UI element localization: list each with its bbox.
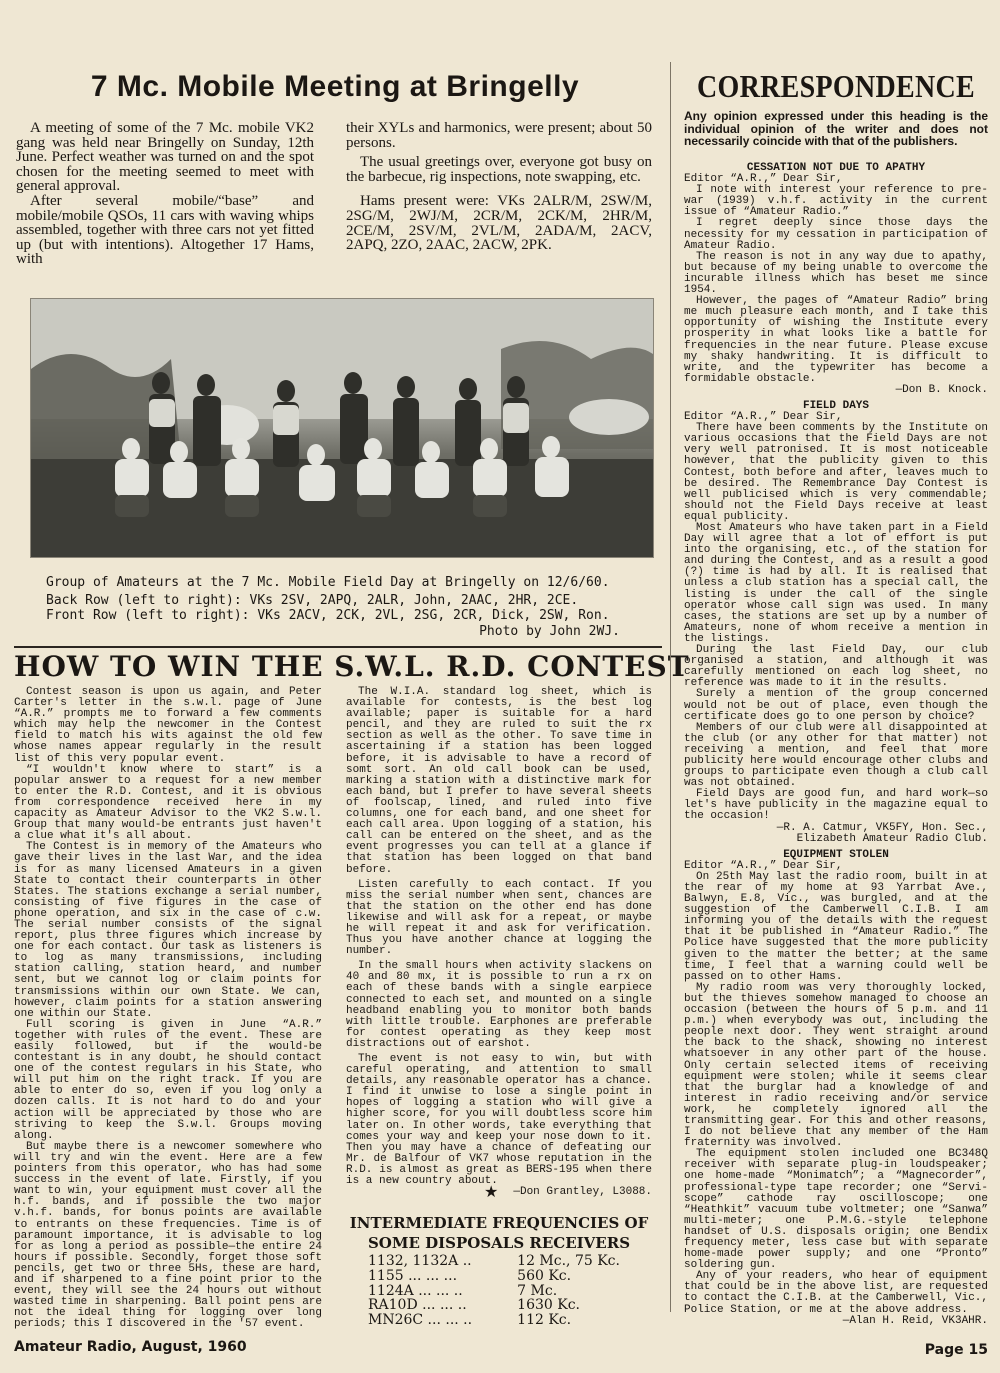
paragraph: Most Amateurs who have taken part in a Field Day will agree that a lot of effort is put into the organising, etc., of the station for and during the Contest, and as a result a good (?) time is had by all. It is realised that unless a club station has a special call, the listing is under the call of the single operator whose call sign was used. In many cases, the stations are set up by a number of Amateurs, none of whom receive a mention in the listings.	[684, 522, 988, 645]
if-frequency: 112 Kc.	[517, 1312, 572, 1329]
frequencies-title-line: SOME DISPOSALS RECEIVERS	[367, 1234, 631, 1252]
photo-credit: Photo by John 2WJ.	[479, 623, 620, 639]
article-title: HOW TO WIN THE S.W.L. R.D. CONTEST	[14, 650, 690, 683]
receiver-model: RA10D ... ... ..	[368, 1297, 467, 1314]
letter-heading: FIELD DAYS	[802, 399, 869, 412]
paragraph: On 25th May last the radio room, built in at the rear of my home at 93 Yarrbat Ave., Balwyn, E.8, Vic., was burgled, and at the suggestion of the Camberwell C.I.B. I am informing you of the details with the request that it be published in “Amateur Radio.” The Police have suggested that the more publicity given to the matter the better; at the same time, I feel that a warning could well be passed on to other Hams.	[684, 870, 988, 983]
letter-salutation: Editor “A.R.,” Dear Sir,	[684, 411, 843, 424]
paragraph: Field Days are good fun, and hard work—so let's have publicity in the magazine equal to the occasion!	[684, 788, 988, 823]
table-row	[368, 1284, 658, 1299]
caption-line: Group of Amateurs at the 7 Mc. Mobile Field Day at Bringelly on 12/6/60.	[46, 575, 610, 590]
paragraph: their XYLs and harmonics, were present; about 50 persons.	[346, 120, 652, 151]
paragraph: The W.I.A. standard log sheet, which is available for contests, is the best log available; paper is suitable for a hard pencil, and they are ruled to suit the rx section as well as the other. To save time in ascertaining if a station has been logged before, it is advisable to have a record of somt sort. An old call book can be used, marking a station with a distinctive mark for each band, but I prefer to have several sheets of foolscap, lined, and ruled into five columns, one for each band, and one sheet for each call area. Upon logging of a station, his call can be entered on the sheet, and as the event progresses you can tell at a glance if that station has been logged on that band before.	[346, 686, 652, 876]
receiver-model: MN26C ... ... ..	[368, 1312, 473, 1329]
table-row	[368, 1254, 658, 1269]
paragraph: Hams present were: VKs 2ALR/M, 2SW/M, 2SG/M, 2WJ/M, 2CR/M, 2CK/M, 2HR/M, 2CE/M, 2SV/M, 2VL/M, 2ADA/M, 2ACV, 2APQ, 2ZO, 2AAC, 2ACW, 2PK.	[346, 193, 652, 254]
group-photo	[30, 298, 654, 558]
paragraph: Members of our club were all disappointed at the club (or any other for that matter) not receiving a mention, and feel that more publicity here would encourage other clubs and groups to participate even though a club call was not obtained.	[684, 721, 988, 790]
receiver-model: 1132, 1132A ..	[368, 1253, 472, 1269]
paragraph: I regret deeply since those days the necessity for my cessation in participation of Amateur Radio.	[684, 217, 988, 252]
paragraph: A meeting of some of the 7 Mc. mobile VK2 gang was held near Bringelly on Sunday, 12th June. Perfect weather was turned on and the spot chosen for the meeting seemed to meet with general approval.	[16, 120, 314, 195]
table-row	[368, 1298, 658, 1313]
letter-heading: EQUIPMENT STOLEN	[783, 848, 889, 861]
signature: Elizabeth Amateur Radio Club.	[796, 832, 988, 845]
paragraph: After several mobile/“base” and mobile/mobile QSOs, 11 cars with waving whips assembled, together with three cars not yet fitted up (but with intentions). Altogether 17 Hams, with	[16, 192, 314, 268]
letter-salutation: Editor “A.R.,” Dear Sir,	[684, 859, 843, 872]
paragraph: The equipment stolen included one BC348Q receiver with separate plug-in loudspeaker; one home-made “Monimatch”; a “Magnecorder”, professional-type tape recorder; one “Servi-scope” cathode ray oscilloscope; one “Heathkit” vacuum tube voltmeter; one “Sanwa” multi-meter; one P.M.G.-style telephone handset of U.S. disposals origin; one Bendix frequency meter, less case but with separate home-made power supply; and one “Pronto” soldering gun.	[684, 1148, 988, 1272]
signature: —Don Grantley, L3088.	[513, 1186, 652, 1199]
star-ornament: ★	[484, 1182, 499, 1201]
correspondence-intro: Any opinion expressed under this heading is the individual opinion of the writer and does not necessarily coincide with that of the publishers.	[684, 109, 988, 149]
paragraph: The reason is not in any way due to apathy, but because of my being unable to overcome the incurable illness which has beset me since 1954.	[684, 250, 988, 297]
paragraph: Full scoring is given in June “A.R.” together with rules of the event. These are easily followed, but if the would-be contestant is in any doubt, he should contact one of the contest regulars in his State, who will put him on the right track. If you are able to enter do so, even if you log only a dozen calls. It is not hard to do and your action will be appreciated by those who are striving to keep the S.w.l. Groups moving along.	[14, 1018, 322, 1142]
paragraph: Surely a mention of the group concerned would not be out of place, even though the certificate does go to one person by choice?	[684, 688, 988, 723]
letter-salutation: Editor “A.R.,” Dear Sir,	[684, 173, 843, 186]
frequencies-title	[338, 1213, 660, 1253]
meeting-column-1	[16, 121, 314, 267]
signature: —Alan H. Reid, VK3AHR.	[842, 1314, 988, 1327]
if-frequency: 7 Mc.	[517, 1282, 558, 1299]
paragraph: In the small hours when activity slackens on 40 and 80 mx, it is possible to run a rx on each of these bands with a single earpiece connected to each set, and mounted on a single headband enabling you to monitor both bands with little trouble. Earphones are preferable for contest operating as they keep most distractions out of earshot.	[346, 960, 652, 1050]
correspondence-title: CORRESPONDENCE	[696, 70, 975, 105]
receiver-model: 1155 ... ... ...	[368, 1267, 458, 1284]
paragraph: Contest season is upon us again, and Peter Carter's letter in the s.w.l. page of June “A.R.” prompts me to forward a few comments which may help the newcomer in the Contest field to match his wits against the old few whose names appear regularly in the result list of this very popular event.	[14, 686, 322, 765]
frequencies-title-line: INTERMEDIATE FREQUENCIES OF	[349, 1214, 649, 1232]
paragraph: But maybe there is a newcomer somewhere who will try and win the event. Here are a few pointers from this operator, who has had some success in the event of late. Firstly, if you want to win, your equipment must cover all the h.f. bands, and if possible the two major v.h.f. bands, for bonus points are available to entrants on these frequencies. Time is of paramount importance, it is advisable to log for as long a period as possible—the entire 24 hours if possible. Secondly, forget those soft pencils, get two or three 5Hs, these are hard, and if sharpened to a fine point prior to the event, they will see the 24 hours out without wasted time in sharpening. Ball point pens are not the ideal thing for logging over long periods; this I discovered in the '57 event.	[14, 1140, 322, 1331]
paragraph: I note with interest your reference to pre-war (1939) v.h.f. activity in the current issue of “Amateur Radio.”	[684, 184, 988, 219]
paragraph: During the last Field Day, our club organised a station, and although it was carefully mentioned on each log sheet, no reference was made to it in the results.	[684, 644, 988, 690]
meeting-column-2	[346, 121, 652, 253]
correspondence-letters	[684, 163, 988, 1327]
receiver-model: 1124A ... ... ..	[368, 1282, 463, 1299]
table-row	[368, 1313, 658, 1328]
photo-caption	[46, 575, 620, 639]
article-title: 7 Mc. Mobile Meeting at Bringelly	[90, 70, 580, 103]
if-frequency: 1630 Kc.	[517, 1297, 580, 1314]
if-frequency: 560 Kc.	[517, 1267, 572, 1284]
paragraph: There have been comments by the Institute on various occasions that the Field Days are not very well patronised. It is most noticeable however, that the publicity given to this Contest, both before and after, leaves much to be desired. The Remembrance Day Contest is well publicised which is very commendable; should not the Field Days receive at least equal publicity.	[684, 422, 988, 523]
paragraph: My radio room was very thoroughly locked, but the thieves somehow managed to choose an occasion (between the hours of 5 p.m. and 11 p.m.) when everybody was out, including the people next door. They went straight around the back to the shack, showing no interest whatsoever in any other part of the house. Only certain selected items of receiving equipment were stolen; while it seems clear that the burglar had a knowledge of and interest in radio receiving and/or service work, he completely ignored all the transmitting gear. For this and other reasons, I do not believe that any member of the Ham fraternity was involved.	[684, 981, 988, 1150]
paragraph: Any of your readers, who hear of equipment that could be in the above list, are requested to contact the C.I.B. at the Camberwell, Vic., Police Station, or me at the above address.	[684, 1270, 988, 1316]
letter-heading: CESSATION NOT DUE TO APATHY	[746, 162, 926, 174]
footer-publication: Amateur Radio, August, 1960	[14, 1339, 247, 1355]
frequencies-table	[368, 1254, 658, 1328]
signature: —Don B. Knock.	[895, 383, 988, 396]
swl-column-2	[346, 687, 652, 1198]
paragraph: However, the pages of “Amateur Radio” bring me much pleasure each month, and I take this opportunity of wishing the Institute every prosperity in what looks like a battle for frequencies in the near future. Please excuse my shaky handwriting. It is difficult to write, and the typewriter has become a formidable obstacle.	[684, 295, 988, 385]
section-divider	[14, 646, 662, 648]
caption-line: Front Row (left to right): VKs 2ACV, 2CK, 2VL, 2SG, 2CR, Dick, 2SW, Ron.	[46, 608, 610, 623]
paragraph: The event is not easy to win, but with careful operating, and attention to small details, any reasonable operator has a chance. I find it unwise to lose a single point in hopes of logging a station who will give a higher score, for you will doubtless score him later on. In other words, take everything that comes your way and keep your nose down to it. Then you may have a chance of defeating our Mr. de Balfour of VK7 whose reputation in the R.D. is almost as great as BERS-195 when there is a new country about.	[346, 1053, 652, 1188]
column-divider	[670, 62, 671, 1312]
paragraph: The usual greetings over, everyone got busy on the barbecue, rig inspections, note swapping, etc.	[346, 154, 652, 185]
page-number: Page 15	[924, 1342, 988, 1358]
paragraph: Listen carefully to each contact. If you miss the serial number when sent, chances are that the station on the other end has done likewise and will ask for a repeat, or maybe he will repeat it and ask for verification. Thus you have another chance at logging the number.	[346, 878, 652, 958]
paragraph: “I wouldn't know where to start” is a popular answer to a request for a new member to enter the R.D. Contest, and it is obvious from correspondence received here in my capacity as Amateur Advisor to the VK2 S.w.l. Group that many would-be entrants just haven't a clue what it's all about.	[14, 763, 322, 843]
if-frequency: 12 Mc., 75 Kc.	[517, 1253, 620, 1269]
paragraph: The Contest is in memory of the Amateurs who gave their lives in the last War, and the idea is for as many licensed Amateurs in a given State to contact their counterparts in other States. The stations exchange a serial number, consisting of five figures in the case of phone operation, and six in the case of c.w. The serial number consists of the signal report, plus three figures which increase by one for each contact. Our task as listeners is to log as many transmissions, including station calling, station heard, and number sent, but we cannot log or claim points for transmissions within our own State. We can, however, claim points for a station answering one within our State.	[14, 841, 322, 1020]
caption-line: Back Row (left to right): VKs 2SV, 2APQ, 2ALR, John, 2AAC, 2HR, 2CE.	[46, 592, 579, 608]
swl-column-1	[14, 687, 322, 1330]
signature: —R. A. Catmur, VK5FY, Hon. Sec.,	[776, 821, 988, 834]
table-row	[368, 1269, 658, 1284]
